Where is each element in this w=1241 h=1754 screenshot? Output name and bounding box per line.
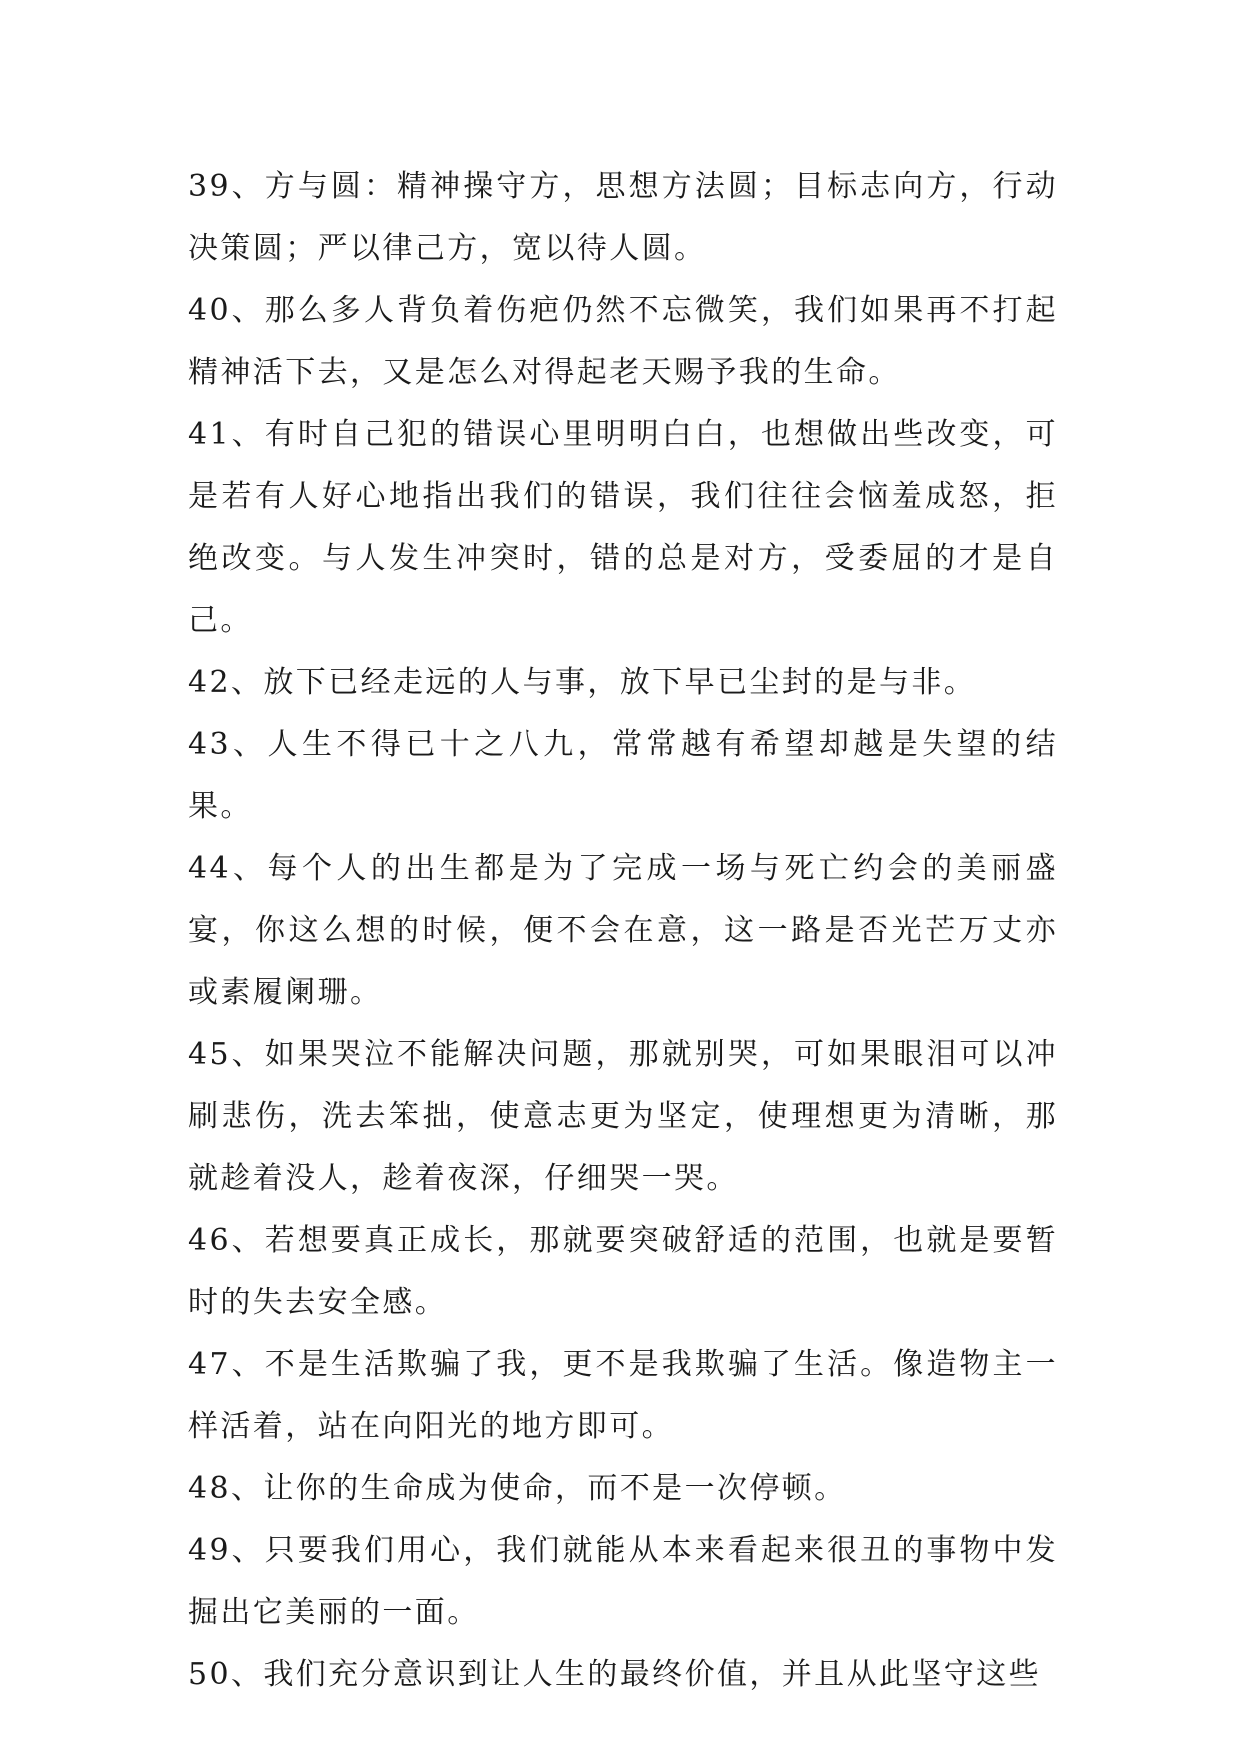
paragraph-49: 49、只要我们用心，我们就能从本来看起来很丑的事物中发掘出它美丽的一面。 bbox=[188, 1533, 1058, 1630]
paragraph-43: 43、人生不得已十之八九，常常越有希望却越是失望的结果。 bbox=[188, 727, 1058, 824]
paragraph-45: 45、如果哭泣不能解决问题，那就别哭，可如果眼泪可以冲刷悲伤，洗去笨拙，使意志更为坚定，使理想更为清晰，那就趁着没人，趁着夜深，仔细哭一哭。 bbox=[188, 1037, 1058, 1196]
paragraph-48: 48、让你的生命成为使命，而不是一次停顿。 bbox=[188, 1471, 847, 1506]
paragraph-39: 39、方与圆：精神操守方，思想方法圆；目标志向方，行动决策圆；严以律己方，宽以待人圆。 bbox=[188, 169, 1058, 266]
document-body bbox=[188, 156, 1058, 1706]
paragraph-41: 41、有时自己犯的错误心里明明白白，也想做出些改变，可是若有人好心地指出我们的错误，我们往往会恼羞成怒，拒绝改变。与人发生冲突时，错的总是对方，受委屈的才是自己。 bbox=[188, 417, 1058, 638]
paragraph-44: 44、每个人的出生都是为了完成一场与死亡约会的美丽盛宴，你这么想的时候，便不会在意，这一路是否光芒万丈亦或素履阑珊。 bbox=[188, 851, 1058, 1010]
paragraph-47: 47、不是生活欺骗了我，更不是我欺骗了生活。像造物主一样活着，站在向阳光的地方即可。 bbox=[188, 1347, 1058, 1444]
paragraph-50: 50、我们充分意识到让人生的最终价值，并且从此坚守这些 bbox=[188, 1657, 1041, 1692]
paragraph-46: 46、若想要真正成长，那就要突破舒适的范围，也就是要暂时的失去安全感。 bbox=[188, 1223, 1058, 1320]
paragraph-42: 42、放下已经走远的人与事，放下早已尘封的是与非。 bbox=[188, 665, 977, 700]
paragraph-40: 40、那么多人背负着伤疤仍然不忘微笑，我们如果再不打起精神活下去，又是怎么对得起老天赐予我的生命。 bbox=[188, 293, 1058, 390]
